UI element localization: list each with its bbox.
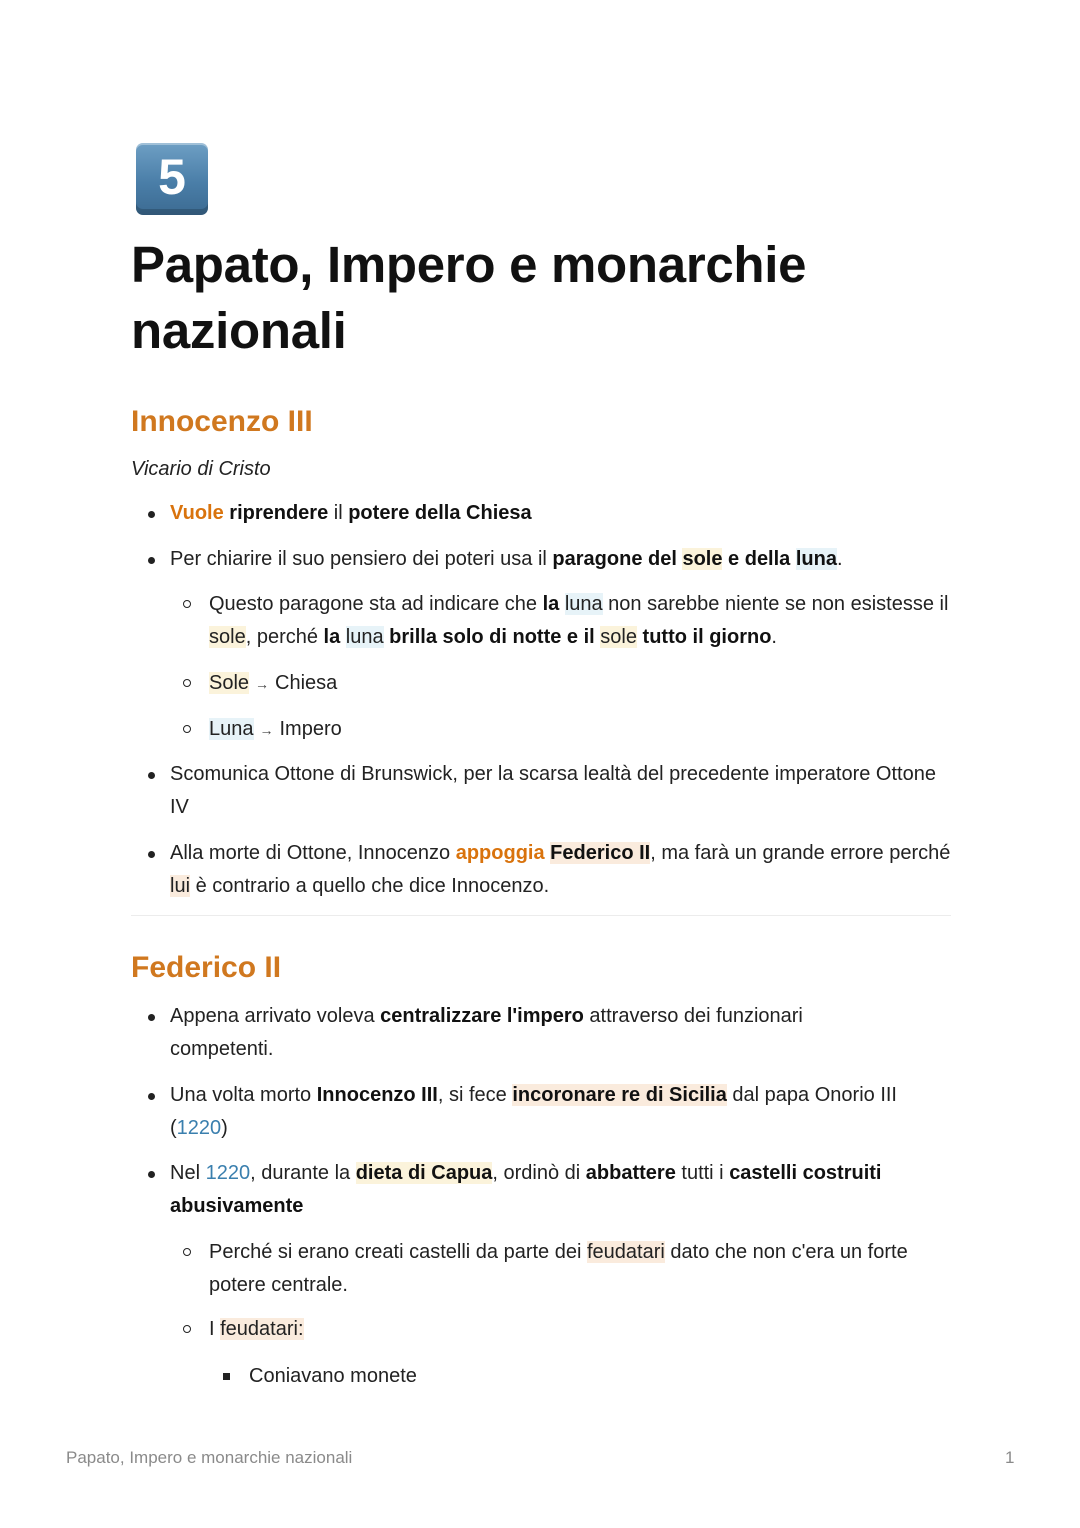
section-heading-innocenzo: Innocenzo III (131, 405, 313, 438)
list-item: Coniavano monete (249, 1365, 417, 1387)
divider (131, 915, 951, 916)
arrow-right-icon: → (255, 676, 270, 692)
list-item: Sole → Chiesa (209, 672, 338, 694)
section-subtitle: Vicario di Cristo (131, 458, 271, 480)
list-item: Per chiarire il suo pensiero dei poteri usa il paragone del sole e della luna. (170, 548, 843, 570)
list-item: Vuole riprendere il potere della Chiesa (170, 502, 532, 524)
list-item: Perché si erano creati castelli da parte dei feudatari dato che non c'era un forte potere centrale. (209, 1241, 908, 1296)
list-item: Una volta morto Innocenzo III, si fece incoronare re di Sicilia dal papa Onorio III (1220) (170, 1084, 897, 1139)
list-item: Nel 1220, durante la dieta di Capua, ordinò di abbattere tutti i castelli costruiti abusivamente (170, 1162, 882, 1217)
list-item: Scomunica Ottone di Brunswick, per la scarsa lealtà del precedente imperatore Ottone IV (170, 763, 936, 818)
list-item: Questo paragone sta ad indicare che la luna non sarebbe niente se non esistesse il sole, perché la luna brilla solo di notte e il sole tutto il giorno. (209, 593, 949, 648)
list-item: Alla morte di Ottone, Innocenzo appoggia Federico II, ma farà un grande errore perché lui è contrario a quello che dice Innocenzo. (170, 842, 951, 897)
keycap-5-icon: 5 (136, 143, 208, 215)
section-heading-federico: Federico II (131, 951, 282, 984)
page-number: 1 (1005, 1448, 1015, 1467)
list-item: Appena arrivato voleva centralizzare l'impero attraverso dei funzionari competenti. (170, 1005, 803, 1060)
list-item: I feudatari: (209, 1318, 304, 1340)
arrow-right-icon: → (259, 722, 274, 738)
page-title: Papato, Impero e monarchie nazionali (131, 236, 807, 359)
list-item: Luna → Impero (209, 718, 342, 740)
footer-title: Papato, Impero e monarchie nazionali (66, 1448, 353, 1467)
